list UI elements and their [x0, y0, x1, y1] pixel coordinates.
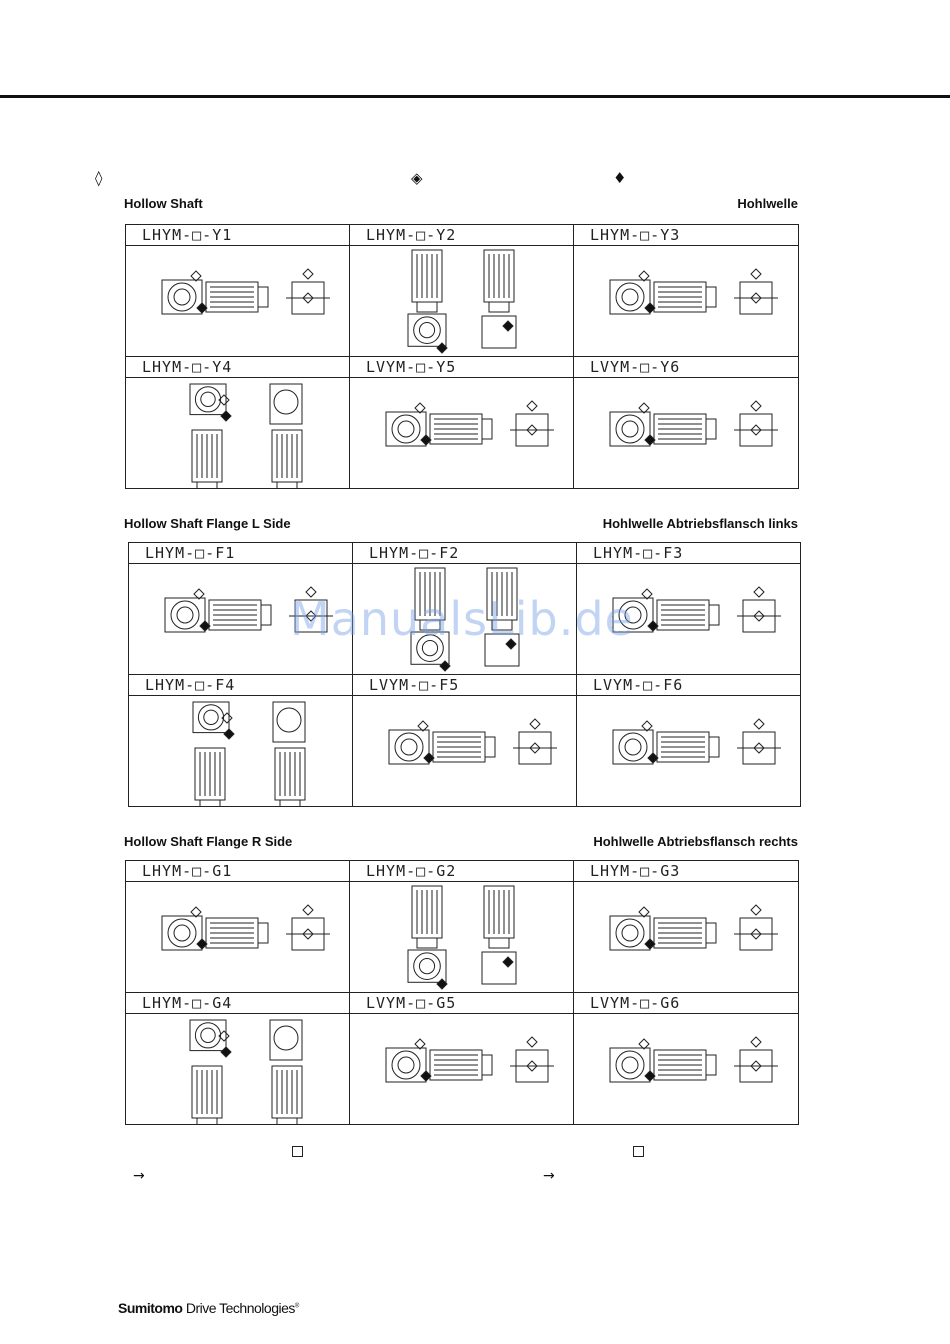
mounting-drawing: [350, 378, 574, 489]
mounting-table-flange-r: [125, 860, 799, 1125]
mounting-drawing: [126, 378, 350, 489]
brand-name-bold: Sumitomo: [118, 1300, 183, 1316]
section-heading-flange-l: [124, 516, 798, 534]
mounting-drawing: [574, 246, 799, 357]
legend-open-diamond-icon: ◊: [95, 169, 103, 187]
checkbox-square-icon: [292, 1146, 303, 1157]
watermark: ManualsLib.de: [290, 592, 634, 646]
mounting-drawing: [574, 882, 799, 993]
mounting-drawing: [350, 882, 574, 993]
section-title-de: Hohlwelle: [737, 196, 798, 211]
checkbox-square-icon: [633, 1146, 644, 1157]
mounting-drawing: [350, 1014, 574, 1125]
mounting-code: LVYM-□-G5: [350, 993, 574, 1014]
brand-name-rest: Drive Technologies: [182, 1300, 295, 1316]
arrow-right-icon: →: [133, 1168, 145, 1184]
mounting-code: LVYM-□-Y5: [350, 357, 574, 378]
mounting-code: LHYM-□-G2: [350, 861, 574, 882]
mounting-drawing: [574, 1014, 799, 1125]
mounting-code: LVYM-□-F6: [577, 675, 801, 696]
section-title-en: Hollow Shaft: [124, 196, 203, 211]
mounting-code: LHYM-□-Y3: [574, 225, 799, 246]
mounting-code: LHYM-□-Y4: [126, 357, 350, 378]
mounting-table-flange-l: [128, 542, 801, 807]
mounting-drawing: [126, 1014, 350, 1125]
top-rule: [0, 95, 950, 98]
mounting-drawing: [126, 882, 350, 993]
mounting-code: LHYM-□-G1: [126, 861, 350, 882]
mounting-drawing: [126, 246, 350, 357]
mounting-drawing: [129, 696, 353, 807]
section-title-en: Hollow Shaft Flange L Side: [124, 516, 291, 531]
mounting-code: LHYM-□-G4: [126, 993, 350, 1014]
mounting-code: LVYM-□-Y6: [574, 357, 799, 378]
section-title-de: Hohlwelle Abtriebsflansch rechts: [593, 834, 798, 849]
mounting-drawing: [350, 246, 574, 357]
mounting-code: LHYM-□-Y1: [126, 225, 350, 246]
legend-half-diamond-icon: ◈: [411, 169, 423, 187]
section-heading-hollow-shaft: [124, 196, 798, 214]
mounting-code: LHYM-□-F3: [577, 543, 801, 564]
mounting-drawing: [577, 696, 801, 807]
mounting-code: LHYM-□-F4: [129, 675, 353, 696]
section-title-en: Hollow Shaft Flange R Side: [124, 834, 293, 849]
mounting-code: LHYM-□-F2: [353, 543, 577, 564]
mounting-code: LHYM-□-Y2: [350, 225, 574, 246]
mounting-drawing: [353, 696, 577, 807]
mounting-code: LHYM-□-G3: [574, 861, 799, 882]
legend-filled-diamond-icon: ♦: [613, 169, 627, 187]
mounting-table-hollow-shaft: [125, 224, 799, 489]
section-title-de: Hohlwelle Abtriebsflansch links: [602, 516, 798, 531]
section-heading-flange-r: [124, 834, 798, 852]
brand-logo: [118, 1300, 299, 1316]
mounting-code: LHYM-□-F1: [129, 543, 353, 564]
mounting-code: LVYM-□-G6: [574, 993, 799, 1014]
registered-mark: ®: [294, 1303, 299, 1310]
arrow-right-icon: →: [543, 1168, 555, 1184]
mounting-drawing: [574, 378, 799, 489]
mounting-code: LVYM-□-F5: [353, 675, 577, 696]
